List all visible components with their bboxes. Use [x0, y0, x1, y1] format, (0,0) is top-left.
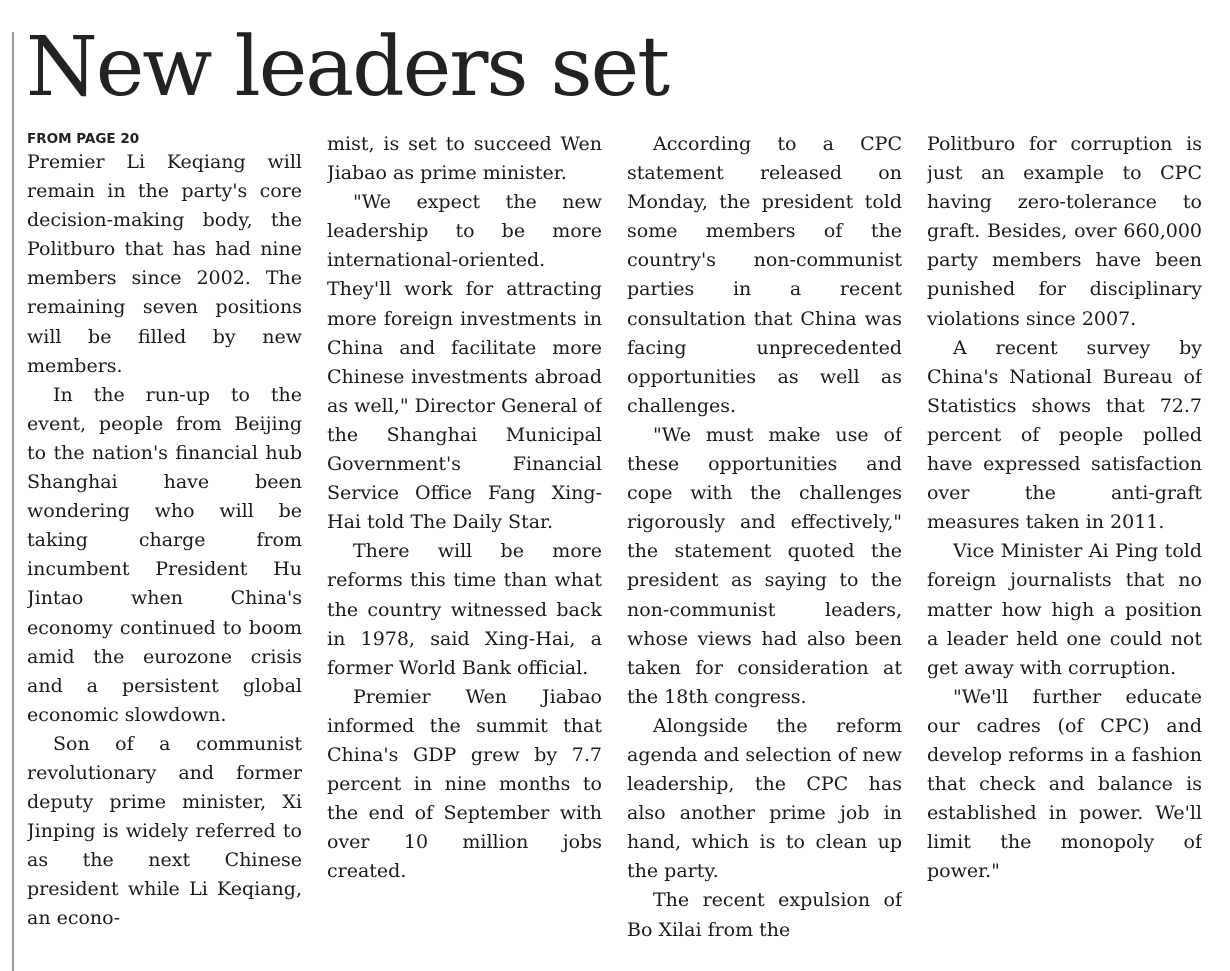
paragraph: "We'll further educate our cadres (of CPC) and develop reforms in a fashion that check and balance is established in power. We'll limit the monopoly of power.": [927, 685, 1202, 883]
article-body: [27, 130, 1202, 971]
jump-label: FROM PAGE 20: [27, 131, 140, 147]
article-column-1: [27, 130, 302, 971]
paragraph: A recent survey by China's National Bureau of Statistics shows that 72.7 percent of people polled have expressed satisfaction over the anti-graft measures taken in 2011.: [927, 336, 1202, 534]
paragraph: According to a CPC statement released on Monday, the president told some members of the country's non-communist parties in a recent consultation that China was facing unprecedented opportunities as well as challenges.: [627, 133, 902, 417]
paragraph: In the run-up to the event, people from Beijing to the nation's financial hub Shanghai have been wondering who will be taking charge from incumbent President Hu Jintao when China's economy continued to boom amid the eurozone crisis and a persistent global economic slowdown.: [27, 383, 302, 726]
paragraph: mist, is set to succeed Wen Jiabao as prime minister.: [327, 133, 602, 185]
paragraph: The recent expulsion of Bo Xilai from the: [627, 889, 902, 941]
paragraph: Politburo for corruption is just an example to CPC having zero-tolerance to graft. Besides, over 660,000 party members have been punished for disciplinary violations since 2007.: [927, 133, 1202, 330]
paragraph: Premier Wen Jiabao informed the summit that China's GDP grew by 7.7 percent in nine months to the end of September with over 10 million jobs created.: [327, 685, 602, 883]
article-column-3: [627, 130, 902, 971]
column-rule: [12, 32, 14, 971]
article-column-4: [927, 130, 1202, 971]
paragraph: Vice Minister Ai Ping told foreign journalists that no matter how high a position a leader held one could not get away with corruption.: [927, 540, 1202, 679]
paragraph: "We expect the new leadership to be more international-oriented. They'll work for attracting more foreign investments in China and facilitate more Chinese investments abroad as well," Director General of the Shanghai Municipal Government's Financial Service Office Fang Xing-Hai told The Daily Star.: [327, 191, 602, 534]
headline: New leaders set: [26, 20, 669, 115]
paragraph: "We must make use of these opportunities and cope with the challenges rigorously and effectively," the statement quoted the president as saying to the non-communist leaders, whose views had also been taken for consideration at the 18th congress.: [627, 423, 902, 708]
paragraph: There will be more reforms this time than what the country witnessed back in 1978, said Xing-Hai, a former World Bank official.: [327, 540, 602, 679]
paragraph: Alongside the reform agenda and selection of new leadership, the CPC has also another prime job in hand, which is to clean up the party.: [627, 714, 902, 883]
paragraph: Son of a communist revolutionary and former deputy prime minister, Xi Jinping is widely referred to as the next Chinese president while Li Keqiang, an econo-: [27, 732, 302, 930]
paragraph: Premier Li Keqiang will remain in the party's core decision-making body, the Politburo that has had nine members since 2002. The remaining seven positions will be filled by new members.: [27, 151, 302, 377]
article-column-2: [327, 130, 602, 971]
